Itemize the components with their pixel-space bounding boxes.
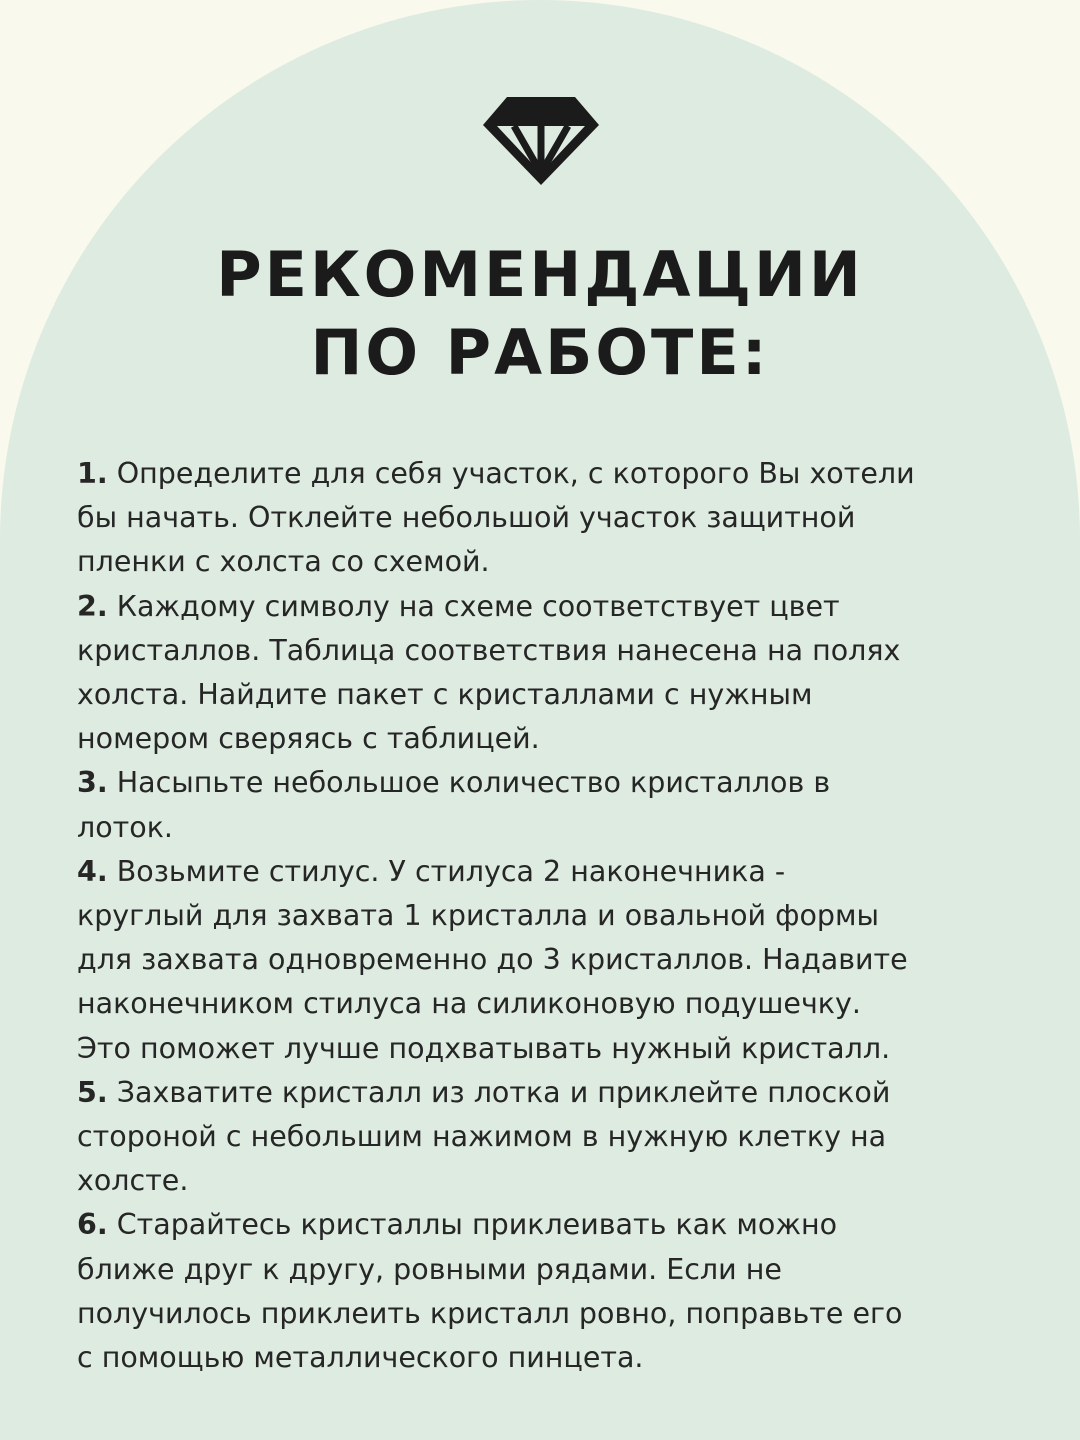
step-line: Захватите кристалл из лотка и приклейте плоской <box>116 1075 891 1109</box>
step-number: 6. <box>77 1208 108 1242</box>
steps-list <box>77 452 1017 1380</box>
step-line: Возьмите стилус. У стилуса 2 наконечника - <box>116 854 786 888</box>
step-line: круглый для захвата 1 кристалла и овальной формы <box>77 899 879 933</box>
title-line-2: ПО РАБОТЕ: <box>310 316 770 389</box>
page-title <box>0 236 1080 392</box>
step-line: Старайтесь кристаллы приклеивать как можно <box>116 1208 838 1242</box>
step-4 <box>77 850 1017 1071</box>
step-line: ближе друг к другу, ровными рядами. Если не <box>77 1252 782 1286</box>
step-line: для захвата одновременно до 3 кристаллов. Надавите <box>77 943 908 977</box>
step-1 <box>77 452 1017 585</box>
step-line: Определите для себя участок, с которого Вы хотели <box>116 457 915 490</box>
step-number: 1. <box>77 457 108 490</box>
step-line: бы начать. Отклейте небольшой участок защитной <box>77 501 856 535</box>
step-line: пленки с холста со схемой. <box>77 545 490 579</box>
step-line: получилось приклеить кристалл ровно, поправьте его <box>77 1296 903 1330</box>
step-line: холста. Найдите пакет с кристаллами с нужным <box>77 678 813 712</box>
step-number: 3. <box>77 766 108 800</box>
step-number: 5. <box>77 1075 108 1109</box>
step-line: кристаллов. Таблица соответствия нанесена на полях <box>77 633 901 667</box>
step-line: Насыпьте небольшое количество кристаллов в <box>116 766 831 800</box>
title-line-1: РЕКОМЕНДАЦИИ <box>216 238 864 311</box>
step-5 <box>77 1071 1017 1204</box>
step-line: стороной с небольшим нажимом в нужную клетку на <box>77 1120 887 1154</box>
step-2 <box>77 585 1017 762</box>
step-line: номером сверяясь с таблицей. <box>77 722 540 756</box>
step-line: Это поможет лучше подхватывать нужный кристалл. <box>77 1031 891 1065</box>
step-line: наконечником стилуса на силиконовую подушечку. <box>77 987 861 1021</box>
diamond-icon <box>481 95 601 187</box>
step-line: холсте. <box>77 1164 189 1198</box>
step-number: 2. <box>77 589 108 623</box>
step-line: Каждому символу на схеме соответствует цвет <box>116 589 840 623</box>
step-line: с помощью металлического пинцета. <box>77 1341 644 1375</box>
step-line: лоток. <box>77 810 173 844</box>
step-number: 4. <box>77 854 108 888</box>
step-6 <box>77 1203 1017 1380</box>
step-3 <box>77 761 1017 849</box>
